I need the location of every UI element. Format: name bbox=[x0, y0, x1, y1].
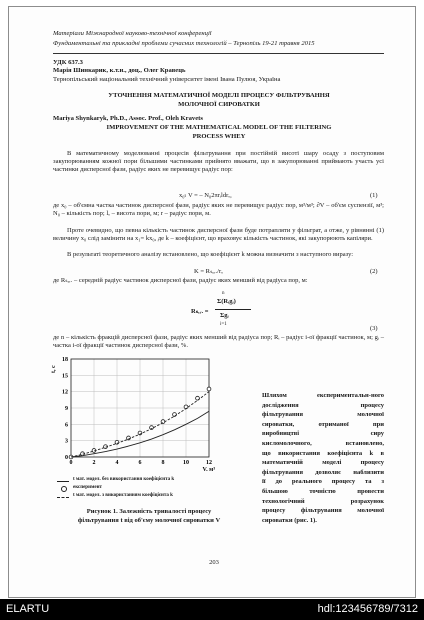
x-tick-label: 10 bbox=[183, 460, 189, 466]
equation-3-numerator: Σ(Rᵢgᵢ) bbox=[217, 298, 236, 305]
title-ua-line-1: УТОЧНЕННЯ МАТЕМАТИЧНОЇ МОДЕЛІ ПРОЦЕСУ ФІЛЬТРУВАННЯ bbox=[108, 92, 330, 99]
affiliation: Тернопільський національний технічний університет імені Івана Пулюя, Україна bbox=[53, 76, 281, 83]
legend-item-model-without-k bbox=[57, 477, 227, 485]
right-column-line: фільтрування молочної bbox=[262, 411, 384, 419]
footer-repository-name: ELARTU bbox=[6, 603, 50, 615]
right-column-line: кисломолочного, встановлено, bbox=[262, 439, 384, 447]
equation-3-fraction-bar bbox=[215, 309, 251, 310]
x-tick-label: 8 bbox=[161, 460, 165, 466]
y-tick-label: 6 bbox=[65, 422, 68, 429]
right-column-line: що використання коефіцієнта k в bbox=[262, 449, 384, 457]
right-column-line: її до реального процесу та з bbox=[262, 478, 384, 486]
right-column-text bbox=[262, 392, 384, 526]
paragraph-5: де Rₛₑᵣ. – середній радіус частинок дисперсної фази, радіус яких менший від радіуса пор, м: bbox=[53, 277, 308, 284]
legend-dashed-line bbox=[57, 497, 69, 498]
right-column-line: сироватки, отриманої при bbox=[262, 420, 384, 428]
right-column-line: технологічний розрахунок bbox=[262, 497, 384, 505]
authors-en: Mariya Shynkaryk, Ph.D., Assoc. Prof., Oleh Kravets bbox=[53, 115, 203, 122]
chart-grid bbox=[71, 359, 209, 457]
figure-caption-line-2: фільтрування t від об'єму молочної сироватки V bbox=[77, 517, 221, 524]
y-tick-label: 15 bbox=[62, 373, 68, 380]
legend-label: t мат. модел. без використання коефіцієнта k bbox=[73, 477, 175, 482]
footer-bar bbox=[0, 599, 424, 620]
title-ua-line-2: МОЛОЧНОЇ СИРОВАТКИ bbox=[178, 101, 260, 108]
title-en-line-1: IMPROVEMENT OF THE MATHEMATICAL MODEL OF THE FILTERING bbox=[106, 124, 332, 131]
legend-marker bbox=[61, 486, 67, 492]
right-column-line: математичній моделі процесу bbox=[262, 459, 384, 467]
footer-handle-link[interactable]: hdl:123456789/7312 bbox=[317, 603, 418, 615]
header-rule bbox=[53, 53, 384, 54]
experiment-point bbox=[115, 440, 119, 444]
equation-3-lhs: Rₛₑᵣ. = bbox=[191, 308, 209, 315]
y-tick-label: 18 bbox=[62, 357, 68, 363]
equation-3-number: (3) bbox=[370, 325, 378, 332]
x-tick-label: 2 bbox=[92, 460, 96, 466]
right-column-line: процесу фільтрування молочної bbox=[262, 507, 384, 515]
legend-label: t мат. модел. з використанням коефіцієнта k bbox=[73, 493, 173, 498]
x-tick-label: 12 bbox=[206, 460, 212, 466]
y-tick-label: 0 bbox=[65, 455, 68, 461]
chart-x-label: V, м³ bbox=[202, 467, 215, 471]
paragraph-4: В результаті теоретичного аналізу встановлено, що коефіцієнт k можна визначити з наступного виразу: bbox=[67, 251, 354, 258]
equation-2-number: (2) bbox=[370, 268, 378, 275]
equation-3-denominator: Σgᵢ bbox=[220, 312, 229, 319]
header-line-2: Фундаментальні та прикладні проблеми сучасних технологій – Тернопіль 19-21 травня 2015 bbox=[53, 40, 315, 47]
right-column-line: більшою точністю провести bbox=[262, 487, 384, 495]
document-page bbox=[8, 6, 416, 598]
equation-3-sum-bottom: i=1 bbox=[220, 322, 227, 327]
y-tick-label: 9 bbox=[65, 406, 68, 412]
right-column-line: Шляхом експериментальн-ного bbox=[262, 392, 384, 399]
chart-legend bbox=[57, 477, 227, 501]
y-tick-label: 3 bbox=[65, 438, 68, 445]
equation-1: x₀ₜ V = – N₀2πrᵢldrₒ, bbox=[179, 192, 232, 199]
x-tick-label: 4 bbox=[115, 460, 119, 466]
authors-ua: Марія Шинкарик, к.т.н., доц., Олег Кравець bbox=[53, 67, 186, 74]
right-column-line: виробництві сиру bbox=[262, 430, 384, 438]
chart-ticks bbox=[62, 357, 212, 466]
legend-label: експеримент bbox=[73, 485, 102, 490]
title-en-line-2: PROCESS WHEY bbox=[192, 133, 246, 140]
legend-item-experiment bbox=[57, 485, 227, 493]
header-line-1: Матеріали Міжнародної науково-технічної конференції bbox=[53, 30, 212, 37]
right-column-line: фільтрування дозволяє наблизити bbox=[262, 468, 384, 476]
paragraph-6: де n – кількість фракцій дисперсної фази, радіус яких менший від радіуса пор; Rᵢ – радіус і-ої фракції частинок, м; gᵢ – частка і-ої фракції частинок дисперсної фази, %. bbox=[53, 334, 384, 349]
udk: УДК 637.3 bbox=[53, 59, 83, 66]
right-column-line: сироватки (рис. 1). bbox=[262, 516, 317, 524]
x-tick-label: 6 bbox=[138, 460, 142, 466]
x-tick-label: 0 bbox=[69, 460, 73, 466]
experiment-point bbox=[173, 413, 177, 417]
experiment-point bbox=[207, 387, 211, 391]
page-number: 203 bbox=[209, 559, 219, 566]
figure-1-chart bbox=[49, 351, 219, 471]
right-column-line: дослідження процесу bbox=[262, 401, 384, 409]
paragraph-1: В математичному моделюванні процесів фільтрування при постійній висоті шару осаду з поступовим закупорюванням кожної пори більшими частинками прийнято вважати, що в закупорюванні приймають участь усі частинки дисперсної фази, радіус яких не перевищує радіус пор: bbox=[53, 150, 384, 173]
chart-y-label: t, с bbox=[51, 365, 57, 373]
paragraph-2: де x₀ – об'ємна частка частинок дисперсної фази, радіус яких не перевищує радіус пор, м³/м³; ∂V – об'єм суспензії, м³; N₀ – кількість пор; lₒ – висота пори, м; r – радіус пори, м. bbox=[53, 202, 384, 217]
figure-caption-line-1: Рисунок 1. Залежність тривалості процесу bbox=[86, 508, 212, 515]
y-tick-label: 12 bbox=[62, 389, 68, 396]
equation-1-number: (1) bbox=[370, 192, 378, 199]
equation-2: K = Rₛₑᵣ./rₒ bbox=[194, 268, 223, 275]
legend-solid-line bbox=[57, 481, 69, 482]
legend-item-model-with-k bbox=[57, 493, 227, 501]
equation-3-sum-top: n bbox=[222, 291, 225, 296]
paragraph-3: Проте очевидно, що певна кількість частинок дисперсної фази буде потрапляти у фільтрат, а отже, у рівнянні (1) величину x₀ слід замінити на x₁= kx₀, де k – коефіцієнт, що враховує кількість частинок, які закупорюють капіляри. bbox=[53, 227, 384, 242]
